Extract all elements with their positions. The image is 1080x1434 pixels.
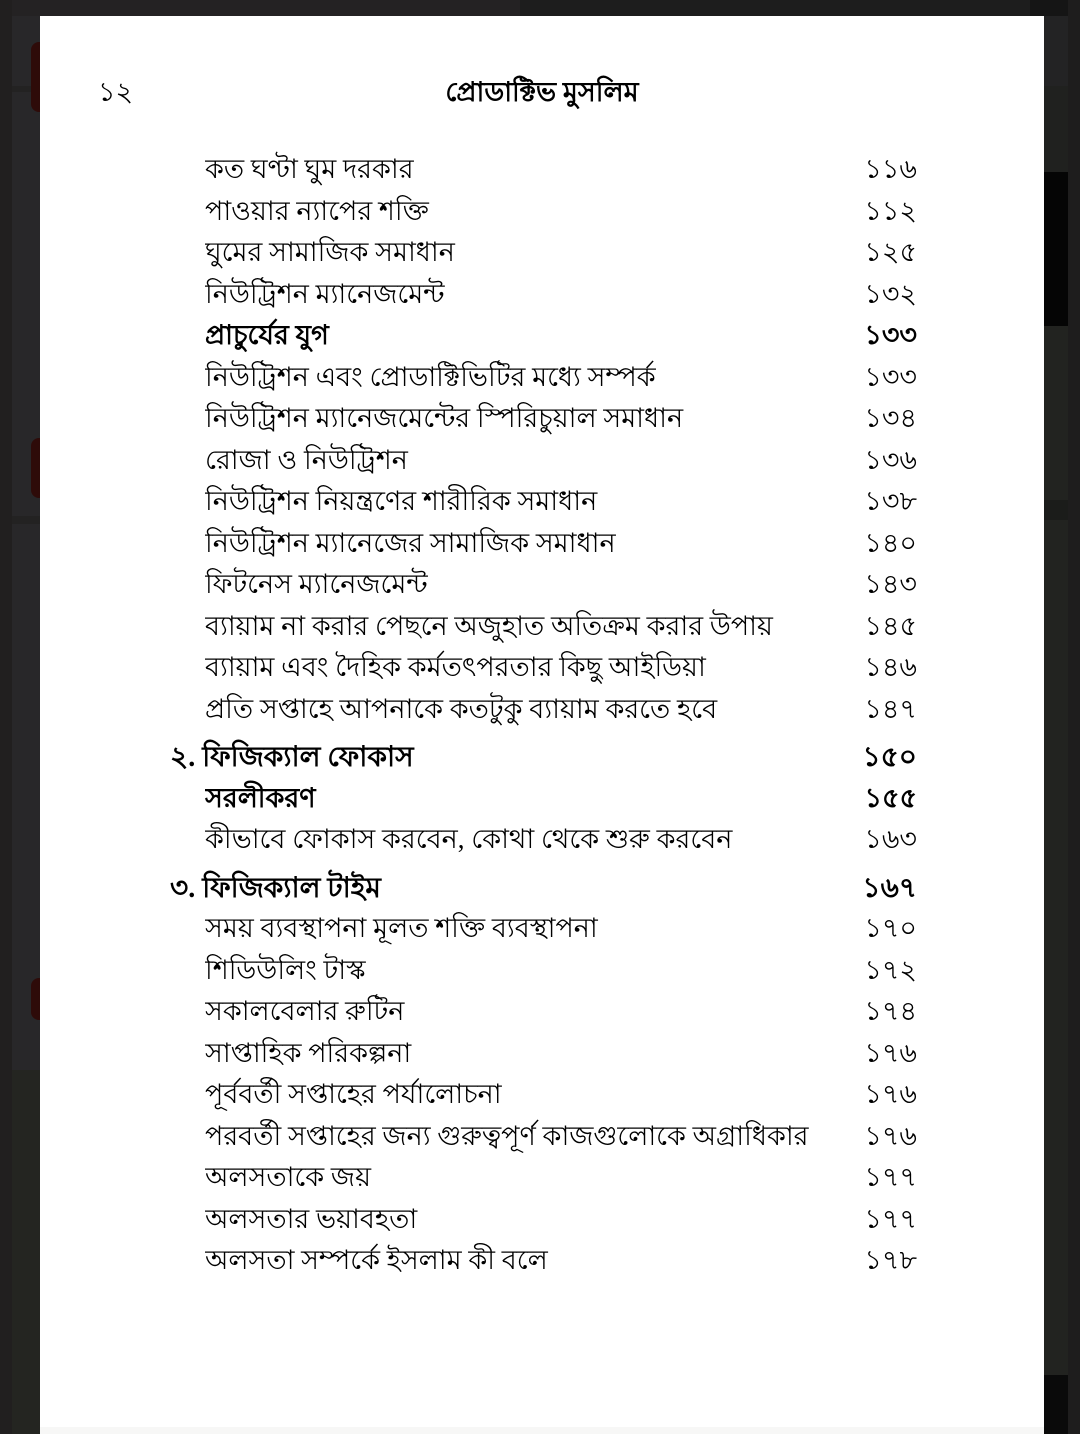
toc-entry-label: ঘুমের সামাজিক সমাধান bbox=[205, 237, 455, 268]
toc-entry-label: ৩. ফিজিক্যাল টাইম bbox=[170, 872, 381, 904]
toc-row bbox=[40, 400, 1044, 442]
toc-entry-label: সময় ব্যবস্থাপনা মূলত শক্তি ব্যবস্থাপনা bbox=[205, 913, 598, 944]
toc-entry-label: প্রাচুর্যের যুগ bbox=[205, 320, 329, 351]
toc-row bbox=[40, 193, 1044, 235]
toc-entry-label: ২. ফিজিক্যাল ফোকাস bbox=[170, 742, 414, 774]
toc-entry-label: সকালবেলার রুটিন bbox=[205, 996, 405, 1027]
backdrop-left-edge bbox=[0, 0, 12, 1434]
toc-entry-label: সাপ্তাহিক পরিকল্পনা bbox=[205, 1037, 412, 1068]
toc-entry-page-number: ১৬৩ bbox=[864, 824, 917, 855]
backdrop-segment bbox=[1044, 86, 1068, 172]
toc-entry-page-number: ১৩৪ bbox=[864, 403, 917, 434]
toc-row bbox=[40, 869, 1044, 911]
toc-row bbox=[40, 910, 1044, 952]
book-page[interactable] bbox=[40, 16, 1044, 1434]
toc-list bbox=[40, 151, 1044, 1284]
page-header bbox=[40, 74, 1044, 110]
toc-entry-label: প্রতি সপ্তাহে আপনাকে কতটুকু ব্যায়াম করতে হবে bbox=[205, 693, 718, 724]
toc-row bbox=[40, 276, 1044, 318]
toc-row bbox=[40, 993, 1044, 1035]
adjacent-page-right-edge bbox=[1044, 16, 1068, 1434]
toc-entry-page-number: ১৪৫ bbox=[864, 610, 917, 641]
backdrop-top-bar bbox=[0, 0, 1080, 16]
toc-row bbox=[40, 821, 1044, 863]
toc-entry-label: ব্যায়াম না করার পেছনে অজুহাত অতিক্রম করার উপায় bbox=[205, 610, 773, 641]
toc-entry-page-number: ১৭৬ bbox=[864, 1079, 917, 1110]
toc-entry-page-number: ১৭৪ bbox=[864, 996, 917, 1027]
book-title: প্রোডাক্টিভ মুসলিম bbox=[445, 77, 639, 107]
toc-entry-label: ব্যায়াম এবং দৈহিক কর্মতৎপরতার কিছু আইডিয়া bbox=[205, 652, 706, 683]
toc-entry-page-number: ১৭২ bbox=[864, 954, 917, 985]
backdrop-seam bbox=[1044, 500, 1068, 520]
red-book-spine-peek bbox=[31, 978, 40, 1020]
adjacent-page-left-edge bbox=[12, 16, 40, 1434]
toc-row bbox=[40, 1035, 1044, 1077]
toc-entry-label: নিউট্রিশন ম্যানেজের সামাজিক সমাধান bbox=[205, 527, 616, 558]
toc-entry-label: নিউট্রিশন এবং প্রোডাক্টিভিটির মধ্যে সম্পর্ক bbox=[205, 361, 656, 392]
toc-row bbox=[40, 483, 1044, 525]
toc-entry-label: পরবর্তী সপ্তাহের জন্য গুরুত্বপূর্ণ কাজগুলোকে অগ্রাধিকার bbox=[205, 1120, 809, 1151]
toc-row bbox=[40, 317, 1044, 359]
backdrop-segment bbox=[1044, 16, 1068, 86]
toc-entry-page-number: ১৫০ bbox=[862, 742, 917, 774]
red-book-spine-peek bbox=[31, 438, 40, 498]
backdrop-segment bbox=[12, 1070, 40, 1434]
toc-entry-page-number: ১৭০ bbox=[864, 913, 917, 944]
toc-row bbox=[40, 1159, 1044, 1201]
toc-entry-page-number: ১১৬ bbox=[864, 154, 917, 185]
page-number: ১২ bbox=[98, 77, 134, 107]
toc-entry-label: অলসতার ভয়াবহতা bbox=[205, 1203, 418, 1234]
toc-entry-page-number: ১৭৬ bbox=[864, 1037, 917, 1068]
backdrop-top-bar-segment bbox=[520, 0, 1030, 16]
toc-entry-label: পূর্ববর্তী সপ্তাহের পর্যালোচনা bbox=[205, 1079, 502, 1110]
toc-entry-label: কত ঘণ্টা ঘুম দরকার bbox=[205, 154, 414, 185]
toc-row bbox=[40, 1201, 1044, 1243]
toc-entry-page-number: ১২৫ bbox=[864, 237, 917, 268]
toc-entry-label: ফিটনেস ম্যানেজমেন্ট bbox=[205, 569, 428, 600]
toc-entry-label: নিউট্রিশন নিয়ন্ত্রণের শারীরিক সমাধান bbox=[205, 486, 598, 517]
toc-row bbox=[40, 359, 1044, 401]
toc-row bbox=[40, 952, 1044, 994]
toc-row bbox=[40, 151, 1044, 193]
toc-entry-label: সরলীকরণ bbox=[205, 782, 316, 813]
toc-row bbox=[40, 780, 1044, 822]
backdrop-seam bbox=[12, 516, 40, 524]
toc-entry-page-number: ১৪৩ bbox=[864, 569, 917, 600]
toc-entry-page-number: ১৭৬ bbox=[864, 1120, 917, 1151]
toc-row bbox=[40, 442, 1044, 484]
toc-entry-label: নিউট্রিশন ম্যানেজমেন্ট bbox=[205, 278, 445, 309]
toc-entry-page-number: ১৩৬ bbox=[864, 444, 917, 475]
toc-entry-page-number: ১৭৭ bbox=[864, 1162, 917, 1193]
toc-row bbox=[40, 1242, 1044, 1284]
toc-row bbox=[40, 649, 1044, 691]
toc-entry-page-number: ১১২ bbox=[864, 195, 917, 226]
toc-entry-page-number: ১৬৭ bbox=[862, 872, 917, 904]
backdrop-black-segment bbox=[1044, 1375, 1068, 1434]
toc-row bbox=[40, 234, 1044, 276]
backdrop-top-bar-segment bbox=[0, 0, 520, 16]
toc-entry-label: রোজা ও নিউট্রিশন bbox=[205, 444, 408, 475]
toc-entry-page-number: ১৩৮ bbox=[864, 486, 917, 517]
toc-entry-label: পাওয়ার ন্যাপের শক্তি bbox=[205, 195, 429, 226]
toc-entry-page-number: ১৪০ bbox=[864, 527, 917, 558]
toc-entry-page-number: ১৪৬ bbox=[864, 652, 917, 683]
backdrop-black-segment bbox=[1044, 172, 1068, 326]
toc-entry-label: অলসতা সম্পর্কে ইসলাম কী বলে bbox=[205, 1245, 548, 1276]
toc-row bbox=[40, 1118, 1044, 1160]
toc-entry-page-number: ১৭৮ bbox=[864, 1245, 917, 1276]
backdrop-right-edge bbox=[1068, 0, 1080, 1434]
red-book-spine-peek bbox=[31, 42, 40, 112]
toc-entry-page-number: ১৩২ bbox=[864, 278, 917, 309]
page-bottom-strip bbox=[40, 1427, 1044, 1434]
toc-row bbox=[40, 525, 1044, 567]
toc-row bbox=[40, 1076, 1044, 1118]
toc-row bbox=[40, 738, 1044, 780]
toc-entry-page-number: ১৩৩ bbox=[864, 361, 917, 392]
toc-entry-label: নিউট্রিশন ম্যানেজমেন্টের স্পিরিচুয়াল সমাধান bbox=[205, 403, 684, 434]
toc-row bbox=[40, 608, 1044, 650]
toc-row bbox=[40, 566, 1044, 608]
toc-entry-label: অলসতাকে জয় bbox=[205, 1162, 371, 1193]
toc-entry-label: কীভাবে ফোকাস করবেন, কোথা থেকে শুরু করবেন bbox=[205, 824, 733, 855]
toc-entry-page-number: ১৭৭ bbox=[864, 1203, 917, 1234]
toc-entry-label: শিডিউলিং টাস্ক bbox=[205, 954, 366, 985]
toc-row bbox=[40, 691, 1044, 733]
toc-entry-page-number: ১৫৫ bbox=[864, 782, 917, 813]
toc-entry-page-number: ১৩৩ bbox=[864, 320, 917, 351]
toc-entry-page-number: ১৪৭ bbox=[864, 693, 917, 724]
